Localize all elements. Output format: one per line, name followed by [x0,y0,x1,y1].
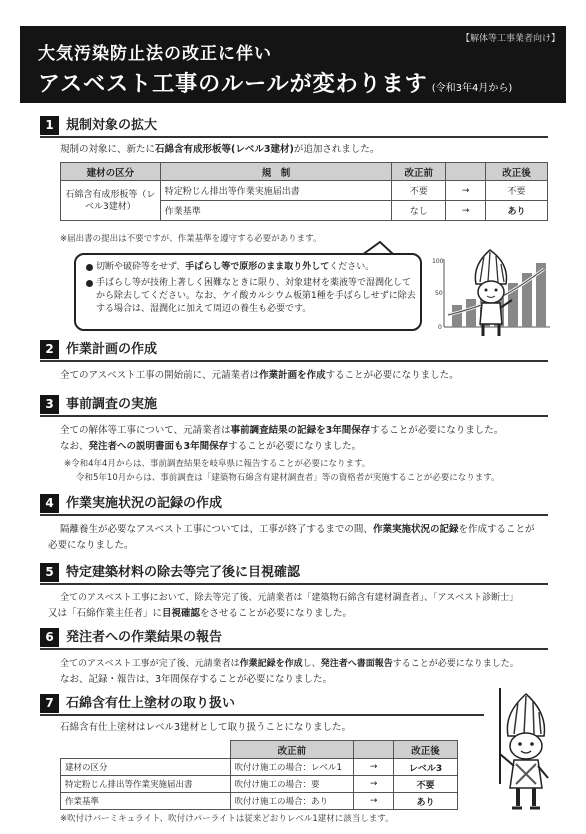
s1-callout [74,253,422,331]
audience-badge: 【解体等工事業者向け】 [460,34,560,44]
section-2-heading [40,340,548,362]
text: ください。 [329,262,375,272]
th-after: 改正後 [486,163,548,181]
mascot-illustration [466,248,518,340]
text: 全ての解体等工事について、元請業者は [60,425,231,436]
text-bold: 作業記録を作成 [239,659,303,669]
s7-intro: 石綿含有仕上塗材はレベル3建材として取り扱うことになりました。 [60,722,352,733]
s3-line2 [60,439,361,455]
row-label: 特定粉じん排出等作業実施届出書 [61,776,231,793]
s4-line2: 必要になりました。 [48,540,134,551]
section-number: 3 [40,395,59,414]
s7-note: ※吹付けバーミキュライト、吹付けパーライトは従来どおりレベル1建材に該当します。 [60,814,394,824]
section-6-heading [40,628,548,650]
s5-line1: 全てのアスベスト工事において、除去等完了後、元請業者は「建築物石綿含有建材調査者」、「アスベスト診断士」 [60,593,519,603]
tick-0: 0 [438,324,442,331]
s3-line1 [60,423,503,439]
s1-intro [60,142,379,158]
s3-note2: 令和5年10月からは、事前調査は「建築物石綿含有建材調査者」等の資格者が実施することが必要になります。 [76,473,500,483]
callout-bullet [86,261,416,274]
th-before: 改正前 [230,741,354,759]
text-bold: 目視確認 [162,608,201,619]
th-after: 改正後 [394,741,458,759]
s4-line1 [60,522,534,538]
after-cell: 不要 [486,181,548,201]
th-category: 建材の区分 [61,163,161,181]
before-cell: なし [392,201,446,221]
text-bold: 石綿含有成形板等(レベル3建材) [155,144,294,155]
text: をさせることが必要になりました。 [200,608,353,619]
section-5-heading [40,563,548,585]
text: し、 [302,659,321,669]
section-4-heading [40,494,548,516]
text: することが必要になりました。 [228,441,362,452]
before-cell: 吹付け施工の場合：要 [230,776,354,793]
th-arrow [354,741,394,759]
callout-bullet [86,277,416,316]
text: 隔離養生が必要なアスベスト工事については、工事が終了するまでの間、 [60,524,373,535]
text: 全てのアスベスト工事が完了後、元請業者は [60,659,240,669]
tick-50: 50 [435,290,443,297]
reg-cell: 特定粉じん排出等作業実施届出書 [160,181,391,201]
after-cell: あり [486,201,548,221]
after-cell: レベル3 [394,759,458,776]
text: 切断や破砕等をせず、 [96,262,186,272]
text-bold: 作業計画を作成 [259,370,326,381]
after-cell: 不要 [394,776,458,793]
s2-text [60,368,459,384]
bullet-dot [86,264,93,271]
bar [452,305,462,327]
arrow-cell: → [446,201,486,221]
s1-table [60,162,548,221]
th-regulation: 規 制 [160,163,391,181]
section-title: 規制対象の拡大 [66,118,158,133]
reg-cell: 作業基準 [160,201,391,221]
text: 全てのアスベスト工事の開始前に、元請業者は [60,370,260,381]
before-cell: 吹付け施工の場合：レベル1 [230,759,354,776]
header-subtitle: (令和3年4月から) [431,83,513,94]
category-cell: 石綿含有成形板等（レベル3建材） [61,181,161,221]
text: なお、 [60,441,89,452]
text: 規制の対象に、新たに [60,144,156,155]
arrow-cell: → [354,776,394,793]
th-before: 改正前 [392,163,446,181]
section-title: 事前調査の実施 [66,397,158,412]
section-number: 7 [40,694,59,713]
text-bold: 発注者へ書面報告 [320,659,393,669]
section-number: 5 [40,563,59,582]
bullet-dot [86,280,93,287]
text-bold: 発注者への説明書面も3年間保存 [88,441,229,452]
section-3-heading [40,395,548,417]
after-cell: あり [394,793,458,810]
arrow-cell: → [446,181,486,201]
s7-table [60,740,458,810]
section-number: 6 [40,628,59,647]
callout-tail-mask [360,329,400,333]
s6-line2: なお、記録・報告は、3年間保存することが必要になりました。 [60,674,333,685]
page-header [20,26,566,103]
text: することが必要になりました。 [392,659,519,669]
text: 又は「石綿作業主任者」に [48,608,163,619]
s6-line1 [60,656,519,672]
before-cell: 不要 [392,181,446,201]
section-number: 4 [40,494,59,513]
text: することが必要になりました。 [325,370,459,381]
th-blank [61,741,231,759]
section-title: 発注者への作業結果の報告 [66,630,223,645]
section-1-heading [40,116,548,138]
header-title-line2 [38,67,512,98]
arrow-cell: → [354,793,394,810]
text: が追加されました。 [293,144,380,155]
section-title: 作業実施状況の記録の作成 [66,496,223,511]
text: 手ばらし等が技術上著しく困難なときに限り、対象建材を薬液等で湿潤化してから除去してください。なお、ケイ酸カルシウム板第1種を手ばらしせずに除去する場合は、湿潤化に加えて周辺の養生も必要です。 [96,278,416,314]
row-label: 建材の区分 [61,759,231,776]
section-number: 1 [40,116,59,135]
text: を作成することが [458,524,535,535]
section-7-heading [40,694,484,716]
header-title-line1: 大気汚染防止法の改正に伴い [38,44,272,64]
text-bold: 手ばらし等で原形のまま取り外して [185,262,330,272]
text: することが必要になりました。 [370,425,504,436]
text-bold: 事前調査結果の記録を3年間保存 [230,425,371,436]
s1-note: ※届出書の提出は不要ですが、作業基準を遵守する必要があります。 [60,234,322,244]
header-title-main: アスベスト工事のルールが変わります [38,72,428,97]
section-title: 石綿含有仕上塗材の取り扱い [66,696,236,711]
s5-line2 [48,606,352,622]
s3-note1: ※令和4年4月からは、事前調査結果を岐阜県に報告することが必要になります。 [64,459,371,469]
section-title: 作業計画の作成 [66,342,158,357]
tick-100: 100 [432,258,444,265]
th-arrow [446,163,486,181]
section-number: 2 [40,340,59,359]
section-title: 特定建築材料の除去等完了後に目視確認 [66,565,301,580]
mascot-illustration [486,684,560,812]
before-cell: 吹付け施工の場合：あり [230,793,354,810]
row-label: 作業基準 [61,793,231,810]
text-bold: 作業実施状況の記録 [372,524,459,535]
arrow-cell: → [354,759,394,776]
